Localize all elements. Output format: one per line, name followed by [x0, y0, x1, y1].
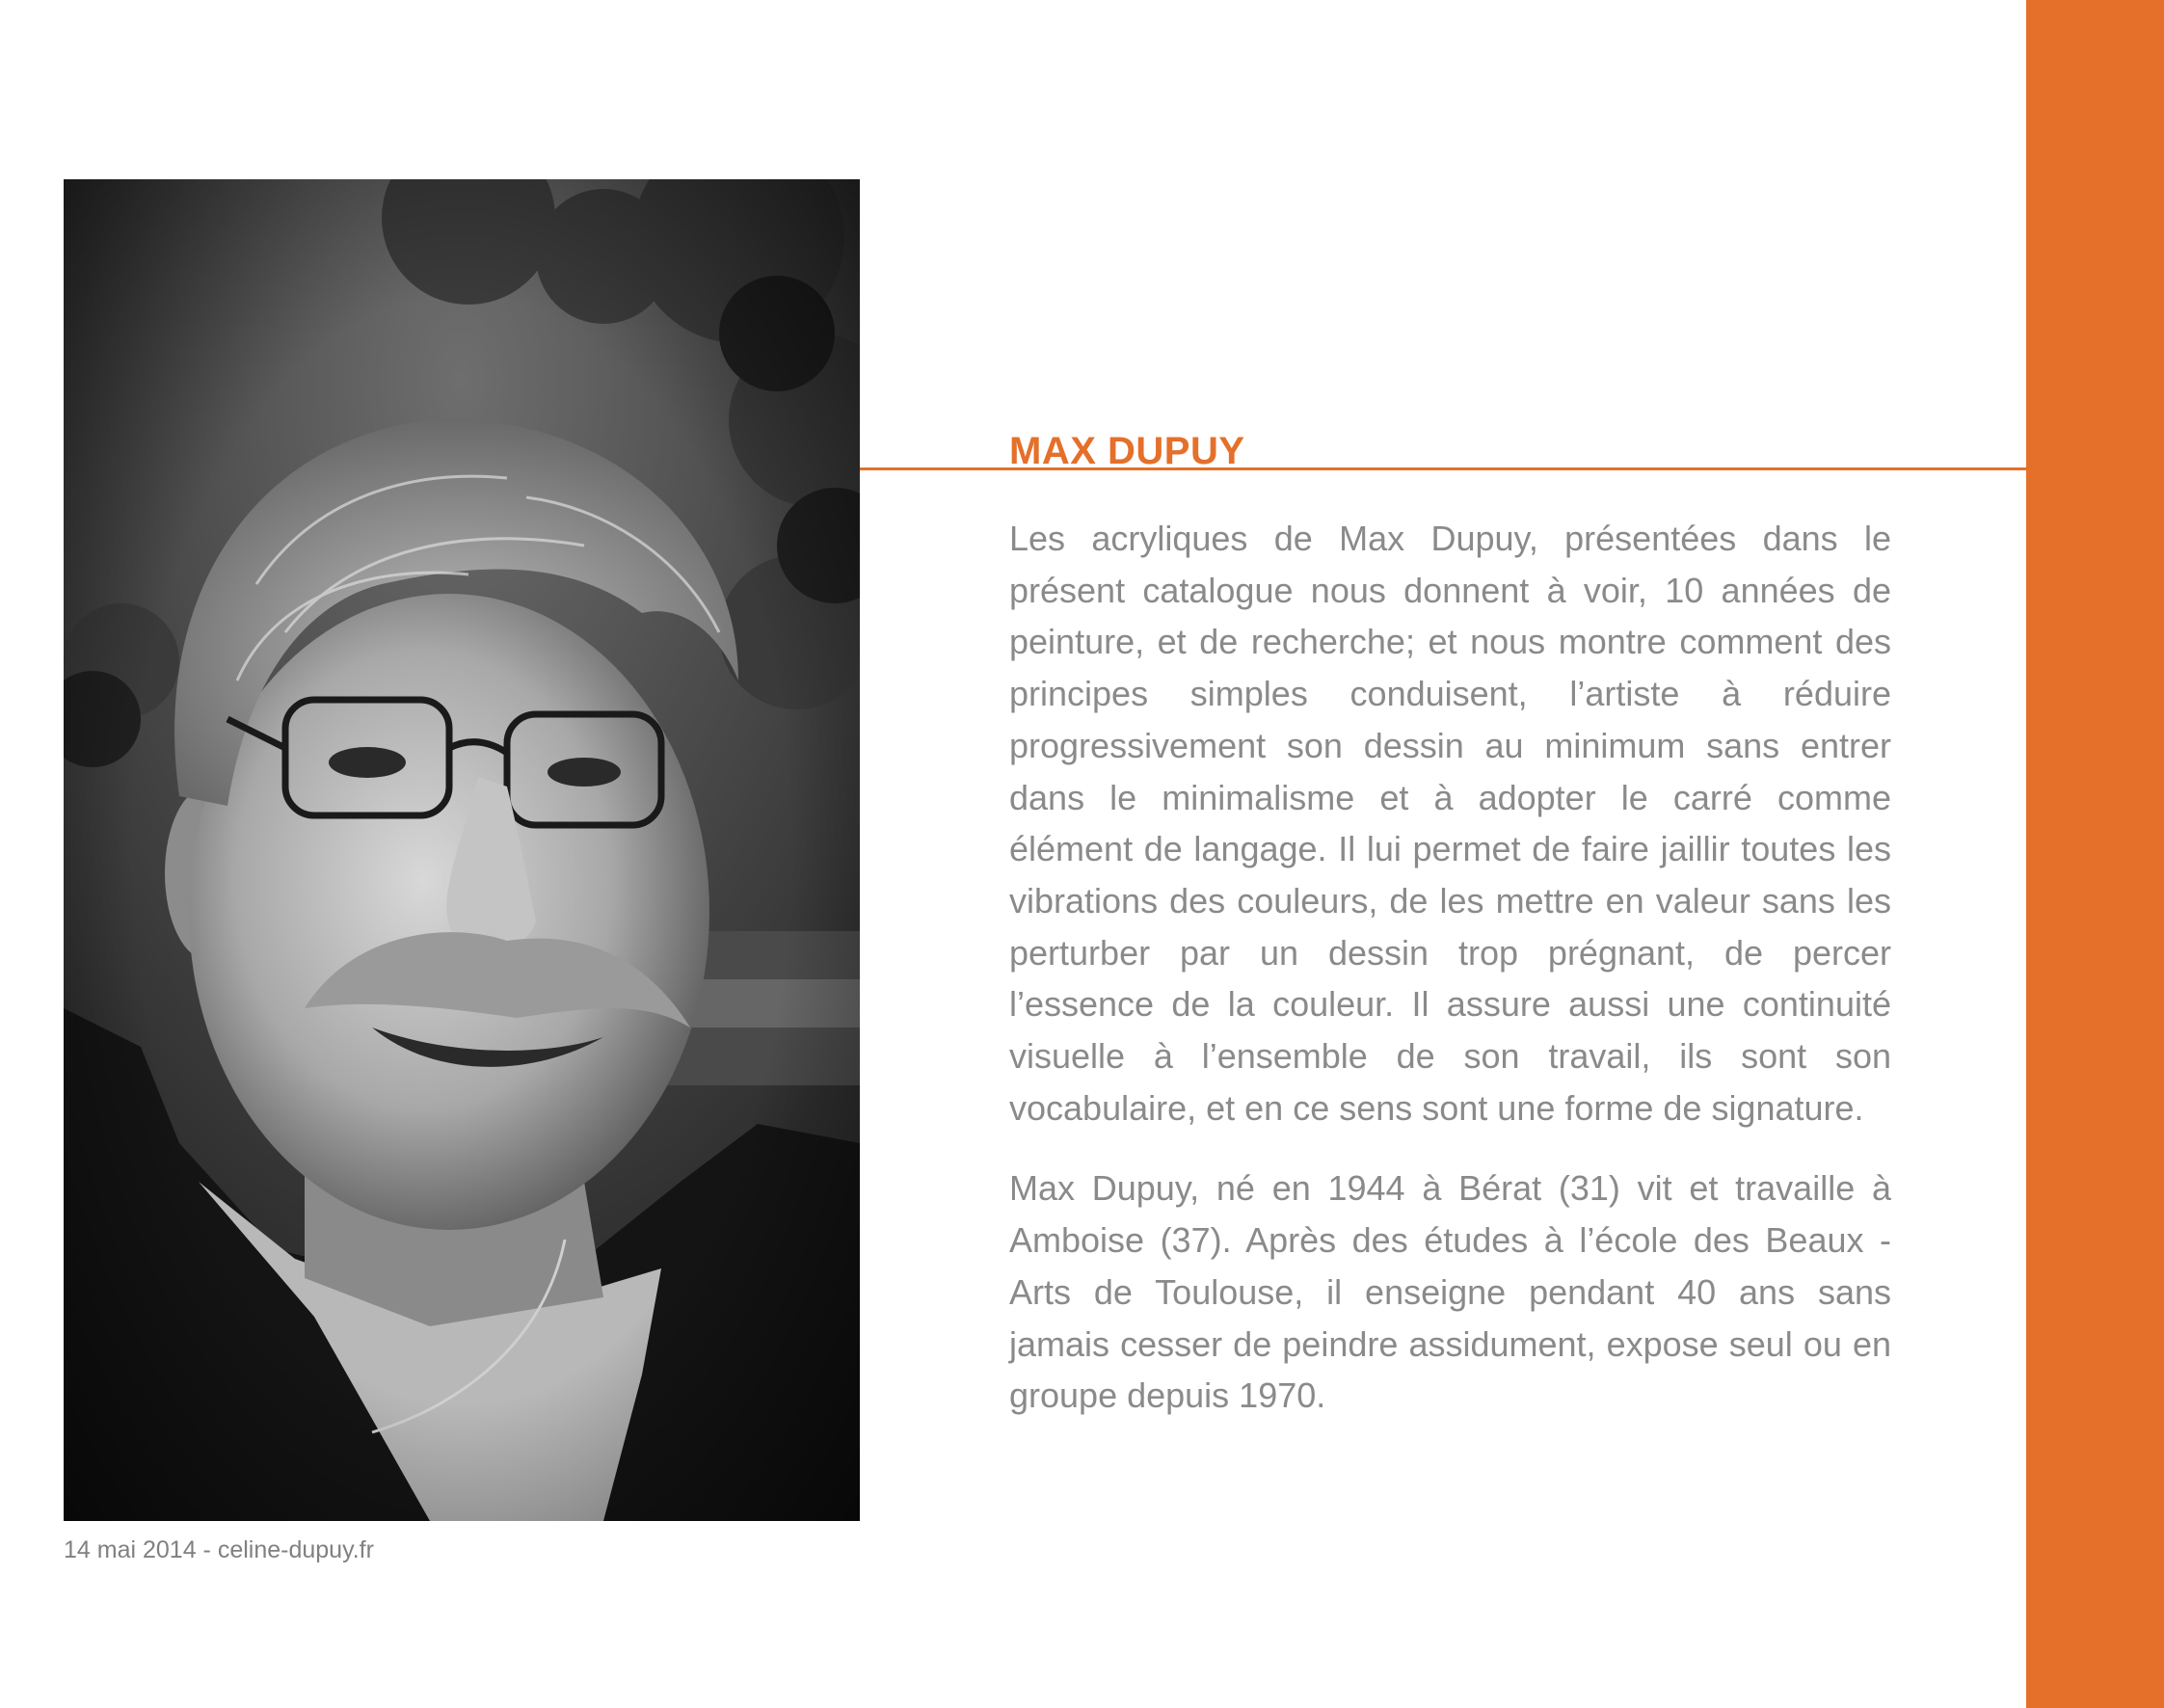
page-title: MAX DUPUY	[1009, 430, 1245, 472]
photo-caption: 14 mai 2014 - celine-dupuy.fr	[64, 1536, 374, 1563]
article-body	[1009, 513, 1891, 1451]
orange-side-band	[2026, 0, 2164, 1708]
portrait-photo	[64, 179, 860, 1521]
article-paragraph-1: Les acryliques de Max Dupuy, présentées dans le présent catalogue nous donnent à voir, 10 années de peinture, et de recherche; et nous montre comment des principes simples conduisent, l’artiste à réduire progressivement son dessin au minimum sans entrer dans le minimalisme et à adopter le carré comme élément de langage. Il lui permet de faire jaillir toutes les vibrations des couleurs, de les mettre en valeur sans les perturber par un dessin trop prégnant, de percer l’essence de la couleur. Il assure aussi une continuité visuelle à l’ensemble de son travail, ils sont son vocabulaire, et en ce sens sont une forme de signature.	[1009, 519, 1891, 1128]
article-paragraph-2: Max Dupuy, né en 1944 à Bérat (31) vit et travaille à Amboise (37). Après des études à l’école des Beaux -Arts de Toulouse, il enseigne pendant 40 ans sans jamais cesser de peindre assidument, expose seul ou en groupe depuis 1970.	[1009, 1168, 1891, 1416]
